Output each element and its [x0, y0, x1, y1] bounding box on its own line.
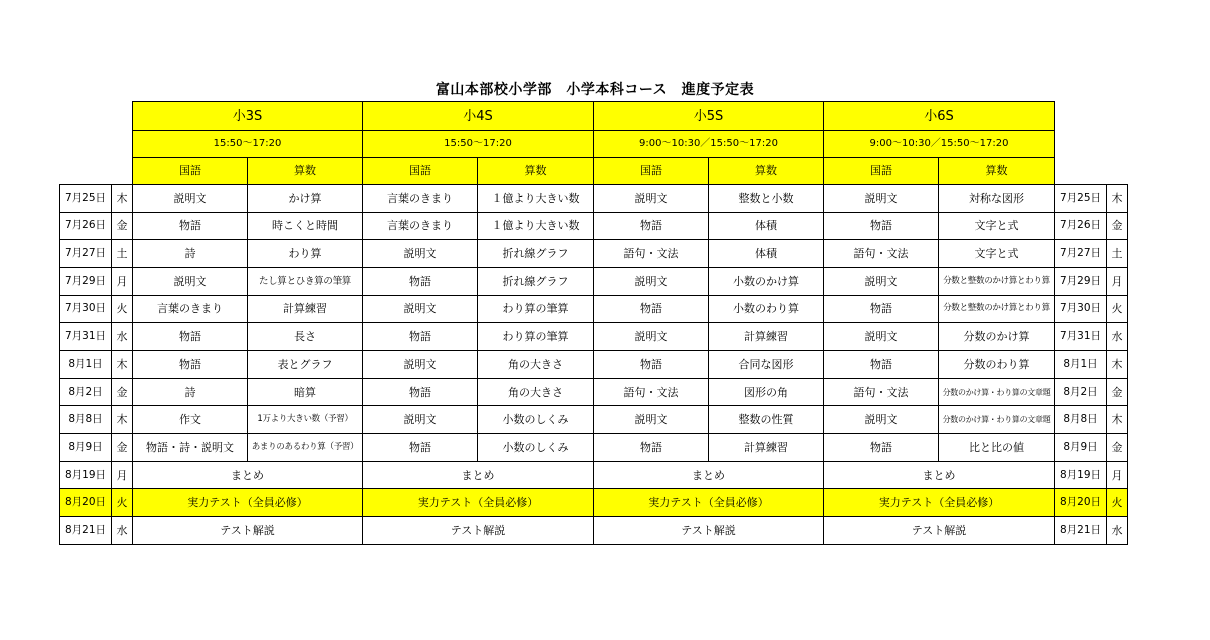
lesson-cell: 図形の角 [709, 378, 824, 406]
lesson-cell: 暗算 [248, 378, 363, 406]
lesson-cell: 文字と式 [939, 240, 1055, 268]
weekday-cell: 水 [112, 517, 133, 545]
lesson-cell: 説明文 [133, 184, 248, 212]
lesson-cell: 整数の性質 [709, 406, 824, 434]
merged-row [60, 489, 1128, 517]
weekday-cell: 土 [1107, 240, 1128, 268]
lesson-cell: 詩 [133, 240, 248, 268]
date-cell: 8月19日 [1055, 461, 1107, 489]
lesson-cell: 説明文 [594, 406, 709, 434]
lesson-cell: 詩 [133, 378, 248, 406]
weekday-cell: 金 [112, 434, 133, 462]
lesson-cell: 比と比の値 [939, 434, 1055, 462]
weekday-cell: 火 [1107, 295, 1128, 323]
lesson-cell: 言葉のきまり [363, 184, 478, 212]
date-cell: 8月9日 [60, 434, 112, 462]
lesson-cell: 分数のかけ算 [939, 323, 1055, 351]
weekday-cell: 水 [1107, 517, 1128, 545]
lesson-cell: 角の大きさ [478, 351, 594, 379]
subject-header: 国語 [594, 157, 709, 184]
lesson-cell: 物語 [824, 295, 939, 323]
date-cell: 7月27日 [60, 240, 112, 268]
blank-cell [60, 102, 133, 131]
course-time: 9:00～10:30／15:50～17:20 [594, 131, 824, 158]
lesson-cell: 物語 [133, 323, 248, 351]
weekday-cell: 金 [1107, 212, 1128, 240]
course-name: 小5S [594, 102, 824, 131]
lesson-cell: 計算練習 [709, 434, 824, 462]
merged-cell: まとめ [594, 461, 824, 489]
weekday-cell: 火 [112, 295, 133, 323]
lesson-cell: 小数のわり算 [709, 295, 824, 323]
lesson-cell: 物語 [133, 351, 248, 379]
lesson-cell: わり算の筆算 [478, 295, 594, 323]
merged-cell: テスト解説 [363, 517, 594, 545]
merged-cell: 実力テスト（全員必修） [594, 489, 824, 517]
lesson-cell: 分数と整数のかけ算とわり算 [939, 295, 1055, 323]
date-cell: 8月2日 [60, 378, 112, 406]
lesson-cell: 時こくと時間 [248, 212, 363, 240]
lesson-cell: 物語 [133, 212, 248, 240]
subject-header: 算数 [478, 157, 594, 184]
lesson-cell: 分数のわり算 [939, 351, 1055, 379]
lesson-cell: 体積 [709, 240, 824, 268]
course-header-row [60, 102, 1128, 131]
lesson-cell: １億より大きい数 [478, 184, 594, 212]
lesson-cell: 説明文 [363, 406, 478, 434]
course-time: 15:50～17:20 [363, 131, 594, 158]
schedule-row [60, 184, 1128, 212]
subject-header: 算数 [709, 157, 824, 184]
weekday-cell: 月 [112, 267, 133, 295]
subject-header-row [60, 157, 1128, 184]
schedule-row [60, 212, 1128, 240]
schedule-row [60, 378, 1128, 406]
date-cell: 8月1日 [1055, 351, 1107, 379]
lesson-cell: 1万より大きい数（予習） [248, 406, 363, 434]
lesson-cell: 語句・文法 [594, 378, 709, 406]
lesson-cell: 計算練習 [709, 323, 824, 351]
lesson-cell: 説明文 [363, 240, 478, 268]
page-title: 富山本部校小学部 小学本科コース 進度予定表 [435, 82, 755, 98]
lesson-cell: 言葉のきまり [363, 212, 478, 240]
weekday-cell: 木 [1107, 351, 1128, 379]
lesson-cell: 物語 [363, 267, 478, 295]
date-cell: 8月8日 [1055, 406, 1107, 434]
weekday-cell: 月 [112, 461, 133, 489]
blank-cell [1055, 131, 1128, 158]
date-cell: 8月1日 [60, 351, 112, 379]
date-cell: 7月30日 [1055, 295, 1107, 323]
weekday-cell: 木 [112, 406, 133, 434]
date-cell: 7月27日 [1055, 240, 1107, 268]
schedule-row [60, 240, 1128, 268]
lesson-cell: 説明文 [594, 267, 709, 295]
lesson-cell: わり算の筆算 [478, 323, 594, 351]
lesson-cell: 整数と小数 [709, 184, 824, 212]
weekday-cell: 木 [112, 184, 133, 212]
lesson-cell: 分数のかけ算・わり算の文章題 [939, 406, 1055, 434]
date-cell: 8月20日 [1055, 489, 1107, 517]
lesson-cell: 物語・詩・説明文 [133, 434, 248, 462]
date-cell: 8月19日 [60, 461, 112, 489]
lesson-cell: 対称な図形 [939, 184, 1055, 212]
weekday-cell: 金 [1107, 434, 1128, 462]
weekday-cell: 火 [112, 489, 133, 517]
lesson-cell: 物語 [824, 351, 939, 379]
date-cell: 7月29日 [60, 267, 112, 295]
lesson-cell: 作文 [133, 406, 248, 434]
subject-header: 算数 [939, 157, 1055, 184]
lesson-cell: 物語 [363, 378, 478, 406]
lesson-cell: 説明文 [594, 323, 709, 351]
lesson-cell: 語句・文法 [594, 240, 709, 268]
lesson-cell: 小数のしくみ [478, 406, 594, 434]
lesson-cell: 物語 [363, 323, 478, 351]
schedule-row [60, 434, 1128, 462]
weekday-cell: 土 [112, 240, 133, 268]
lesson-cell: 分数と整数のかけ算とわり算 [939, 267, 1055, 295]
lesson-cell: 物語 [363, 434, 478, 462]
schedule-table [59, 101, 1128, 545]
time-header-row [60, 131, 1128, 158]
merged-cell: テスト解説 [594, 517, 824, 545]
date-cell: 8月20日 [60, 489, 112, 517]
course-name: 小3S [133, 102, 363, 131]
weekday-cell: 金 [112, 378, 133, 406]
weekday-cell: 月 [1107, 267, 1128, 295]
lesson-cell: 物語 [594, 351, 709, 379]
subject-header: 国語 [824, 157, 939, 184]
blank-cell [60, 157, 133, 184]
lesson-cell: 折れ線グラフ [478, 267, 594, 295]
course-time: 9:00～10:30／15:50～17:20 [824, 131, 1055, 158]
lesson-cell: 折れ線グラフ [478, 240, 594, 268]
lesson-cell: １億より大きい数 [478, 212, 594, 240]
lesson-cell: 物語 [594, 212, 709, 240]
date-cell: 7月30日 [60, 295, 112, 323]
lesson-cell: 角の大きさ [478, 378, 594, 406]
lesson-cell: たし算とひき算の筆算 [248, 267, 363, 295]
date-cell: 7月31日 [1055, 323, 1107, 351]
lesson-cell: 文字と式 [939, 212, 1055, 240]
weekday-cell: 木 [1107, 406, 1128, 434]
date-cell: 8月2日 [1055, 378, 1107, 406]
course-name: 小4S [363, 102, 594, 131]
lesson-cell: 説明文 [363, 351, 478, 379]
lesson-cell: 説明文 [824, 184, 939, 212]
schedule-row [60, 351, 1128, 379]
subject-header: 算数 [248, 157, 363, 184]
lesson-cell: 合同な図形 [709, 351, 824, 379]
date-cell: 7月25日 [1055, 184, 1107, 212]
date-cell: 8月8日 [60, 406, 112, 434]
weekday-cell: 金 [1107, 378, 1128, 406]
lesson-cell: わり算 [248, 240, 363, 268]
course-name: 小6S [824, 102, 1055, 131]
lesson-cell: あまりのあるわり算（予習） [248, 434, 363, 462]
lesson-cell: 語句・文法 [824, 240, 939, 268]
lesson-cell: 物語 [824, 434, 939, 462]
date-cell: 7月26日 [1055, 212, 1107, 240]
weekday-cell: 火 [1107, 489, 1128, 517]
merged-cell: 実力テスト（全員必修） [133, 489, 363, 517]
subject-header: 国語 [133, 157, 248, 184]
lesson-cell: 言葉のきまり [133, 295, 248, 323]
merged-cell: まとめ [363, 461, 594, 489]
schedule-row [60, 267, 1128, 295]
merged-cell: まとめ [824, 461, 1055, 489]
course-time: 15:50～17:20 [133, 131, 363, 158]
blank-cell [1055, 102, 1128, 131]
lesson-cell: 表とグラフ [248, 351, 363, 379]
lesson-cell: 体積 [709, 212, 824, 240]
lesson-cell: 説明文 [363, 295, 478, 323]
lesson-cell: 物語 [594, 295, 709, 323]
weekday-cell: 木 [112, 351, 133, 379]
schedule-row [60, 323, 1128, 351]
blank-cell [1055, 157, 1128, 184]
lesson-cell: 小数のしくみ [478, 434, 594, 462]
merged-cell: テスト解説 [824, 517, 1055, 545]
weekday-cell: 水 [112, 323, 133, 351]
merged-cell: 実力テスト（全員必修） [363, 489, 594, 517]
date-cell: 7月29日 [1055, 267, 1107, 295]
date-cell: 7月26日 [60, 212, 112, 240]
lesson-cell: 語句・文法 [824, 378, 939, 406]
date-cell: 7月25日 [60, 184, 112, 212]
weekday-cell: 金 [112, 212, 133, 240]
lesson-cell: かけ算 [248, 184, 363, 212]
lesson-cell: 長さ [248, 323, 363, 351]
lesson-cell: 説明文 [824, 406, 939, 434]
lesson-cell: 小数のかけ算 [709, 267, 824, 295]
weekday-cell: 月 [1107, 461, 1128, 489]
subject-header: 国語 [363, 157, 478, 184]
weekday-cell: 木 [1107, 184, 1128, 212]
merged-cell: テスト解説 [133, 517, 363, 545]
lesson-cell: 説明文 [824, 323, 939, 351]
schedule-row [60, 406, 1128, 434]
lesson-cell: 説明文 [133, 267, 248, 295]
weekday-cell: 水 [1107, 323, 1128, 351]
lesson-cell: 説明文 [824, 267, 939, 295]
lesson-cell: 物語 [824, 212, 939, 240]
merged-cell: 実力テスト（全員必修） [824, 489, 1055, 517]
date-cell: 7月31日 [60, 323, 112, 351]
schedule-row [60, 295, 1128, 323]
blank-cell [60, 131, 133, 158]
lesson-cell: 物語 [594, 434, 709, 462]
lesson-cell: 説明文 [594, 184, 709, 212]
lesson-cell: 分数のかけ算・わり算の文章題 [939, 378, 1055, 406]
date-cell: 8月21日 [60, 517, 112, 545]
merged-row [60, 517, 1128, 545]
lesson-cell: 計算練習 [248, 295, 363, 323]
date-cell: 8月9日 [1055, 434, 1107, 462]
date-cell: 8月21日 [1055, 517, 1107, 545]
merged-cell: まとめ [133, 461, 363, 489]
merged-row [60, 461, 1128, 489]
